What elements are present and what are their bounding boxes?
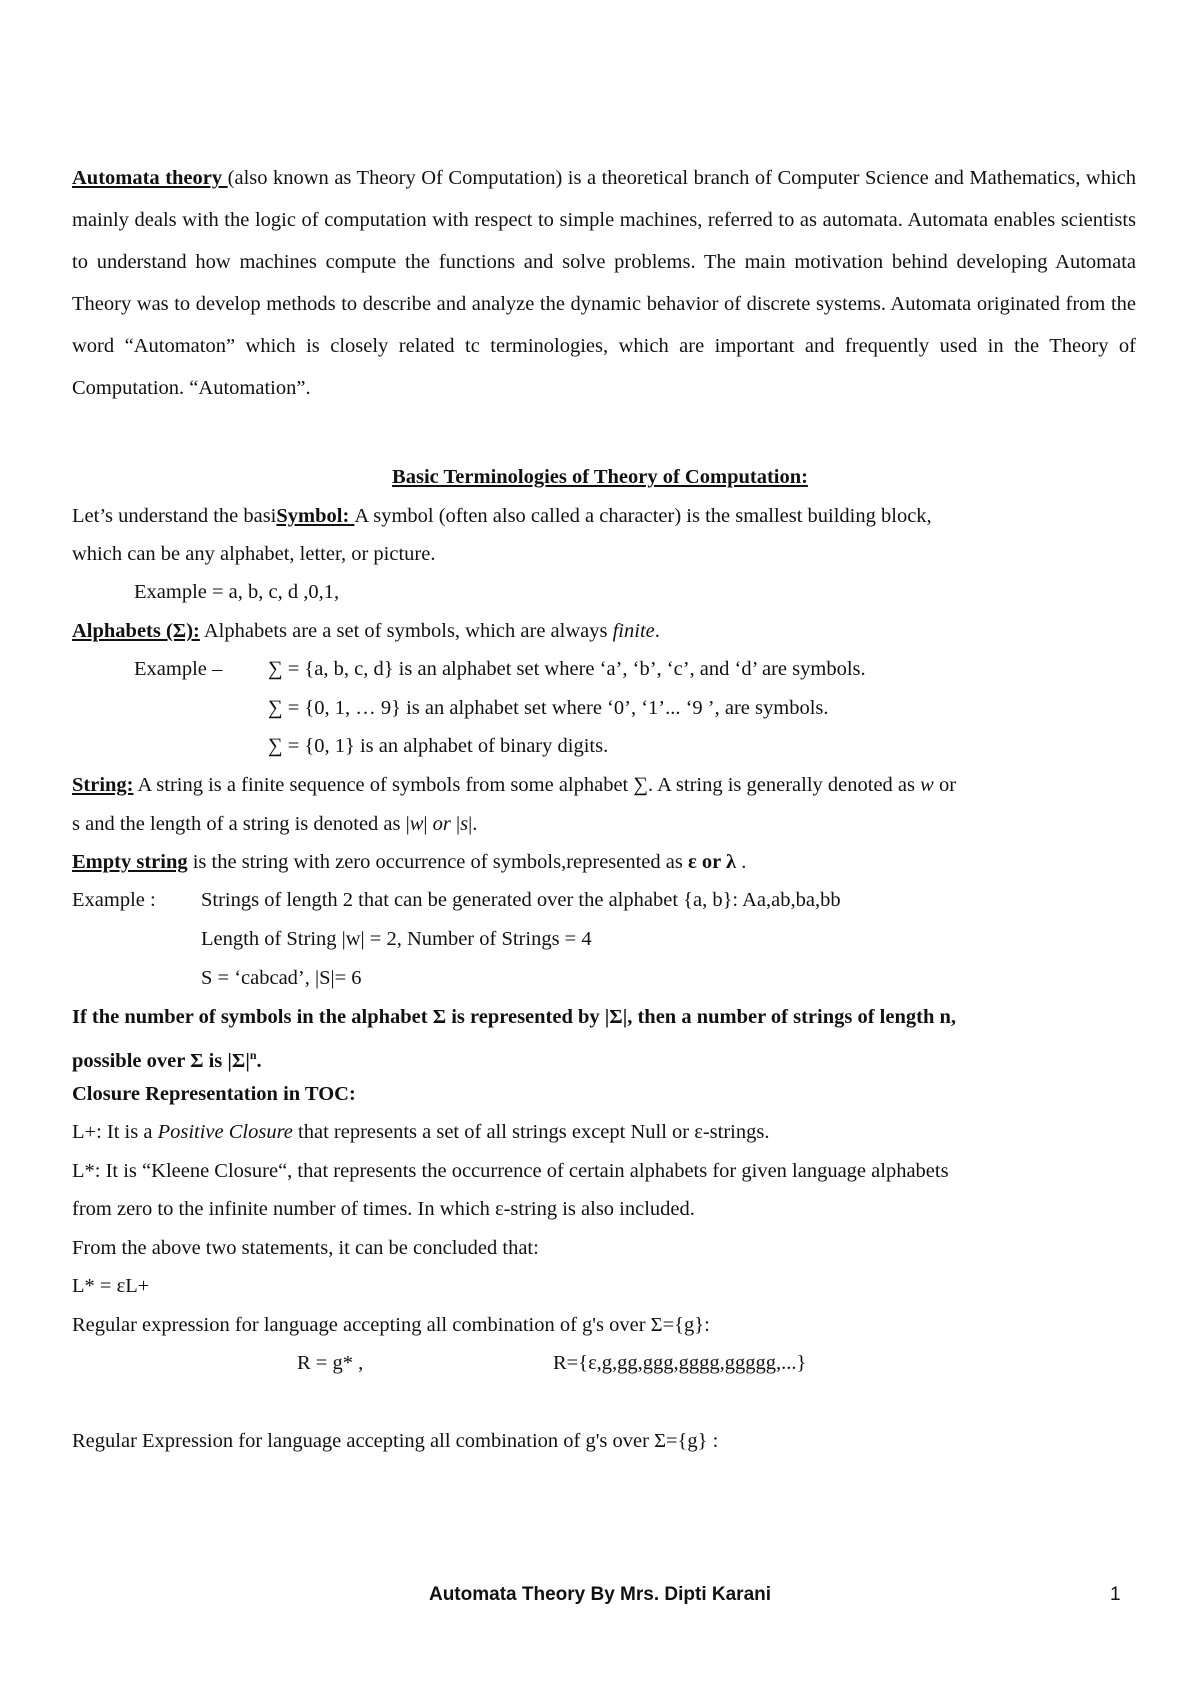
closure-formula: L* = εL+: [72, 1275, 150, 1297]
bold-statement-end: .: [256, 1049, 262, 1072]
section-heading: Basic Terminologies of Theory of Computation:: [392, 466, 808, 488]
symbol-line: [72, 502, 1140, 530]
intro-text: (also known as Theory Of Computation) is a theoretical branch of Computer Science and Mathematics, which mainly deals with the logic of computation with respect to simple machines, referred to as automata. Automata enables scientists to understand how machines compute the functions and solve problems. The main motivation behind developing Automata Theory was to develop methods to describe and analyze the dynamic behavior of discrete systems. Automata originated from the word “Automaton” which is closely related tc terminologies, which are important and frequently used in the Theory of Computation. “Automation”.: [72, 167, 1136, 399]
string-or: or: [933, 774, 957, 796]
example-line-1: Strings of length 2 that can be generated over the alphabet {a, b}: Aa,ab,ba,bb: [201, 889, 841, 911]
closure-heading: Closure Representation in TOC:: [72, 1083, 356, 1105]
string-length-w: w: [409, 813, 424, 835]
alphabets-finite: finite: [612, 620, 655, 642]
string-length-or: or: [432, 813, 451, 835]
kleene-closure-line-1: L*: It is “Kleene Closure“, that represents the occurrence of certain alphabets for given language alphabets: [72, 1160, 949, 1182]
string-text: A string is a finite sequence of symbols from some alphabet ∑. A string is generally denoted as: [133, 774, 921, 796]
bold-statement-sup: n: [249, 1048, 257, 1062]
intro-paragraph: [72, 157, 1136, 409]
empty-string-line: [72, 848, 1140, 876]
page-number: 1: [1110, 1584, 1121, 1605]
alphabets-example-2: ∑ = {0, 1, … 9} is an alphabet set where ‘0’, ‘1’... ‘9 ’, are symbols.: [268, 697, 829, 719]
regex-line-2: Regular Expression for language accepting all combination of g's over Σ={g} :: [72, 1430, 719, 1452]
positive-closure-text: that represents a set of all strings except Null or ε-strings.: [292, 1121, 770, 1143]
example-line-2: Length of String |w| = 2, Number of Strings = 4: [201, 928, 592, 950]
positive-closure-line: [72, 1118, 1140, 1146]
alphabets-example-1: ∑ = {a, b, c, d} is an alphabet set where ‘a’, ‘b’, ‘c’, and ‘d’ are symbols.: [268, 658, 866, 680]
regex-set: R={ε,g,gg,ggg,gggg,ggggg,...}: [553, 1352, 807, 1374]
string-line: [72, 771, 1140, 799]
string-w: w: [920, 774, 934, 796]
alphabets-text: Alphabets are a set of symbols, which are always: [199, 620, 613, 642]
string-length-s: s: [460, 813, 469, 835]
empty-string-term: Empty string: [72, 851, 188, 873]
bold-statement-text: possible over Σ is |Σ|: [72, 1049, 250, 1072]
regex-line: Regular expression for language accepting all combination of g's over Σ={g}:: [72, 1314, 710, 1336]
string-length-end: |.: [468, 813, 478, 835]
symbol-term: Symbol:: [276, 505, 355, 527]
alphabets-end: .: [654, 620, 660, 642]
conclusion-line: From the above two statements, it can be concluded that:: [72, 1237, 539, 1259]
symbol-text: A symbol (often also called a character) is the smallest building block,: [354, 505, 932, 527]
empty-string-end: .: [736, 851, 747, 873]
intro-term: Automata theory: [72, 167, 228, 189]
kleene-closure-line-2: from zero to the infinite number of times. In which ε-string is also included.: [72, 1198, 695, 1220]
symbol-lead: Let’s understand the basi: [72, 505, 277, 527]
string-term: String:: [72, 774, 134, 796]
alphabets-term: Alphabets (Σ):: [72, 620, 200, 642]
positive-closure-term: Positive Closure: [157, 1121, 293, 1143]
alphabets-line: [72, 617, 1140, 645]
example-label: Example :: [72, 889, 156, 911]
bold-statement-line-2: [72, 1041, 1140, 1072]
empty-string-text: is the string with zero occurrence of symbols,represented as: [187, 851, 688, 873]
footer-title: Automata Theory By Mrs. Dipti Karani: [428, 1584, 772, 1605]
string-length-bar-2: |: [450, 813, 461, 835]
alphabets-example-3: ∑ = {0, 1} is an alphabet of binary digits.: [268, 735, 609, 757]
positive-closure-lead: L+: It is a: [72, 1121, 158, 1143]
symbol-continuation: which can be any alphabet, letter, or picture.: [72, 543, 436, 565]
string-length-bar: |: [423, 813, 433, 835]
alphabets-example-label: Example –: [134, 658, 223, 680]
example-line-3: S = ‘cabcad’, |S|= 6: [201, 967, 362, 989]
bold-statement-line-1: If the number of symbols in the alphabet Σ is represented by |Σ|, then a number of strings of length n,: [72, 1006, 957, 1028]
empty-string-symbol: ε or λ: [688, 851, 737, 873]
string-line-2: [72, 810, 1140, 838]
string-length-text: s and the length of a string is denoted as |: [72, 813, 410, 835]
symbol-example: Example = a, b, c, d ,0,1,: [134, 581, 340, 603]
regex-r: R = g* ,: [297, 1352, 364, 1374]
